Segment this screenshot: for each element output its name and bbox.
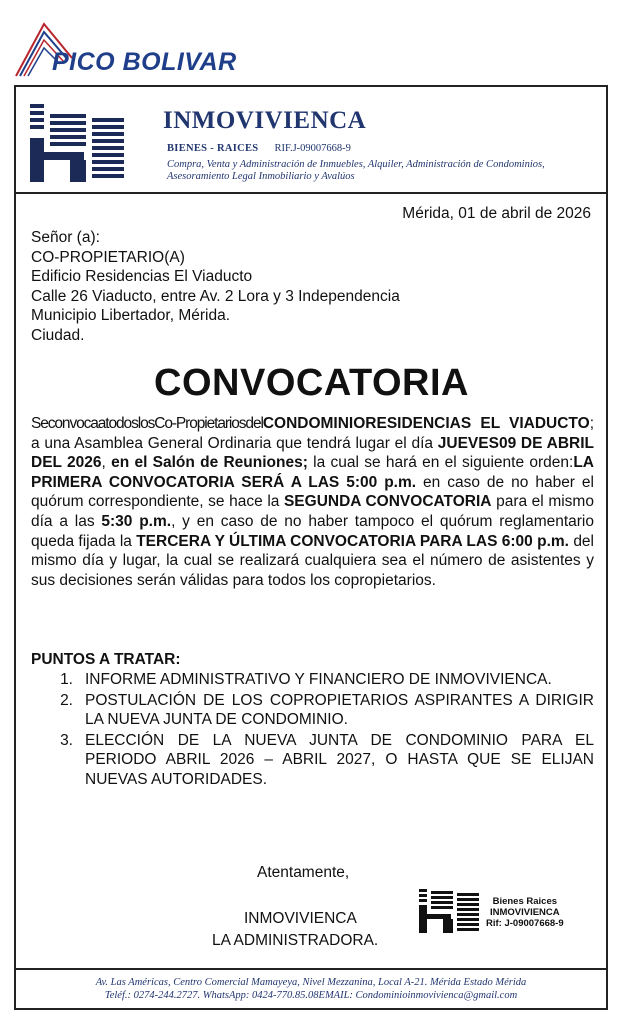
description-line: Asesoramiento Legal Inmobiliario y Avalúos — [167, 171, 355, 182]
footer-address: Av. Las Américas, Centro Comercial Mamayeya, Nivel Mezzanina, Local A-21. Mérida Estado Mérida — [95, 977, 527, 988]
list-item-text: ELECCIÓN DE LA NUEVA JUNTA DE CONDOMINIO PARA EL PERIODO ABRIL 2026 – ABRIL 2027, O HASTA QUE SE ELIJAN NUEVAS AUTORIDADES. — [85, 731, 594, 788]
letter-body — [31, 414, 594, 590]
list-item-text: POSTULACIÓN DE LOS COPROPIETARIOS ASPIRANTES A DIRIGIR LA NUEVA JUNTA DE CONDOMINIO. — [85, 691, 594, 728]
company-description — [167, 159, 602, 183]
body-bold: CONDOMINIORESIDENCIAS EL VIADUCTO — [262, 415, 590, 432]
stamp-line: Bienes Raices — [492, 896, 558, 907]
body-text: Seconvocaatodos​losCo-Propietariosdel — [31, 415, 263, 432]
recipient-block — [31, 228, 400, 345]
footer-divider — [14, 968, 608, 970]
body-text: , y en caso de no haber tampoco el quórum reglamentario queda fijada la — [31, 512, 594, 550]
body-bold: TERCERA Y ÚLTIMA CONVOCATORIA PARA LAS 6:00 p.m. — [136, 532, 569, 550]
recipient-line: Ciudad. — [31, 326, 85, 344]
points-heading: PUNTOS A TRATAR: — [31, 651, 181, 668]
list-item-number: 1. — [60, 671, 73, 688]
company-name: INMOVIVIENCA — [163, 107, 367, 134]
stamp-logo-icon — [419, 887, 481, 933]
stamp-line: INMOVIVIENCA — [489, 907, 560, 918]
body-text: del mismo día y lugar, la cual se realizará cualquiera sea el número de asistentes y sus decisiones serán válidas para todos los copropietarios. — [31, 532, 594, 589]
body-bold: en el Salón de Reuniones; — [111, 454, 308, 472]
letter-title: CONVOCATORIA — [154, 362, 469, 404]
company-tagline — [167, 143, 351, 154]
body-bold: SEGUNDA CONVOCATORIA — [283, 493, 492, 511]
footer-contact — [14, 976, 608, 1002]
description-line: Compra, Venta y Administración de Inmuebles, Alquiler, Administración de Condominios, — [167, 159, 545, 170]
list-item-number: 3. — [60, 731, 73, 749]
stamp-line: Rif: J-09007668-9 — [486, 918, 564, 929]
body-text: la cual se hará en el siguiente orden: — [307, 454, 574, 472]
tagline-text: BIENES - RAICES — [167, 143, 259, 154]
recipient-line: Municipio Libertador, Mérida. — [31, 307, 231, 324]
footer-phones: Teléf.: 0274-244.2727. WhatsApp: 0424-770.85.08EMAIL: Condominioinmovivienca@gmail.com — [104, 990, 518, 1001]
recipient-line: Edificio Residencias El Viaducto — [31, 268, 253, 285]
recipient-line: CO-PROPIETARIO(A) — [31, 248, 185, 266]
list-item — [31, 670, 594, 690]
pico-bolivar-wordmark: PICO BOLIVAR — [52, 48, 237, 76]
body-text: en caso de no haber el quórum correspondiente, se hace la — [31, 473, 594, 511]
header-divider — [14, 192, 608, 194]
inmovivienca-logo-icon — [30, 104, 126, 182]
company-rif: RIF.J-09007668-9 — [274, 143, 351, 154]
body-bold: JUEVES09 DE ABRIL DEL 2026 — [31, 434, 594, 472]
letter-date: Mérida, 01 de abril de 2026 — [402, 205, 591, 222]
list-item-text: INFORME ADMINISTRATIVO Y FINANCIERO DE INMOVIVIENCA. — [85, 671, 552, 688]
body-text: para el mismo día a las — [31, 493, 594, 530]
recipient-line: Calle 26 Viaducto, entre Av. 2 Lora y 3 Independencia — [31, 287, 400, 305]
points-list — [31, 670, 594, 790]
list-item-number: 2. — [60, 691, 73, 709]
signature-title: LA ADMINISTRADORA. — [212, 932, 379, 949]
pico-bolivar-logo — [14, 18, 237, 80]
body-text: ; a una Asamblea General Ordinaria que tendrá lugar el día — [31, 415, 594, 452]
list-item — [31, 731, 594, 790]
stamp-text — [486, 896, 564, 929]
signature-company: INMOVIVIENCA — [244, 910, 357, 927]
body-bold: 5:30 p.m. — [101, 512, 172, 530]
body-bold: LA PRIMERA CONVOCATORIA SERÁ A LAS 5:00 p.m. — [31, 454, 594, 491]
recipient-line: Señor (a): — [31, 229, 100, 246]
list-item — [31, 691, 594, 730]
closing: Atentamente, — [257, 864, 350, 881]
body-text: , — [101, 454, 112, 472]
